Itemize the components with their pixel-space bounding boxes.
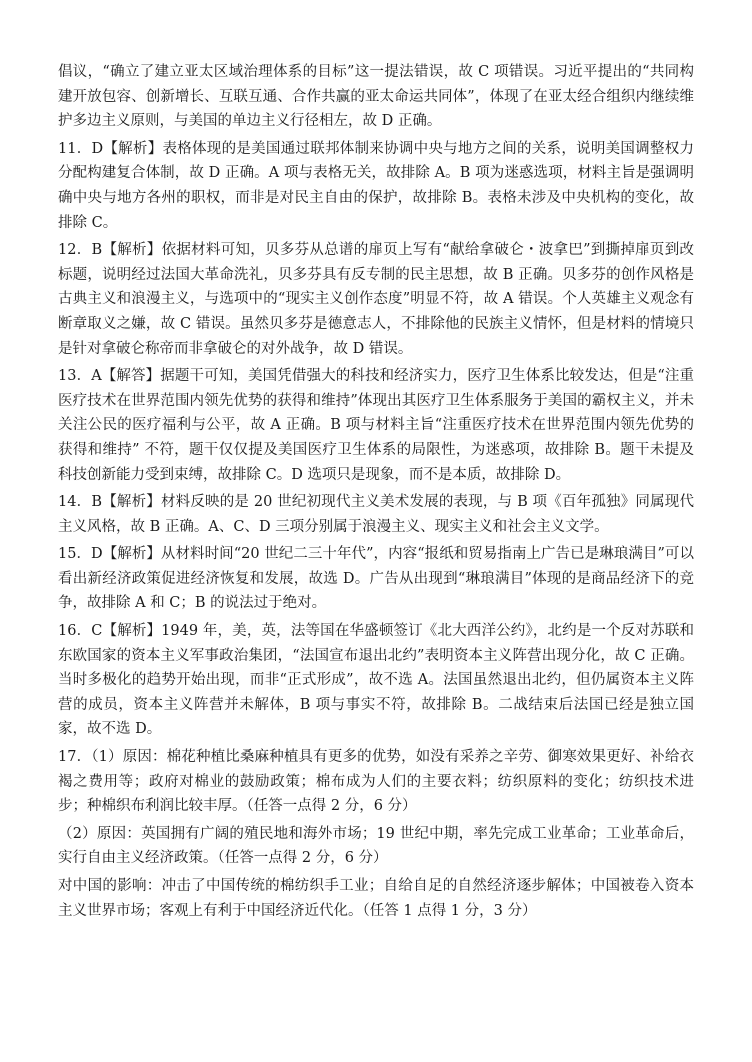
answer-13: 13．A【解答】据题干可知，美国凭借强大的科技和经济实力，医疗卫生体系比较发达，但是“注重医疗技术在世界范围内领先优势的获得和维持”体现出其医疗卫生体系服务于美国的霸权主义，并未关注公民的医疗福利与公平，故 A 正确。B 项与材料主旨“注重医疗技术在世界范围内领先优势的获得和维持” 不符，题干仅仅提及美国医疗卫生体系的局限性，为迷惑项，故排除 B。题干未提及科技创新能力受到束缚，故排除 C。D 选项只是现象，而不是本质，故排除 D。	[58, 368, 694, 483]
answer-16: 16．C【解析】1949 年，美，英，法等国在华盛顿签订《北大西洋公约》，北约是一个反对苏联和东欧国家的资本主义军事政治集团，“法国宣布退出北约”表明资本主义阵营出现分化，故 C 正确。当时多极化的趋势开始出现，而非“正式形成”，故不选 A。法国虽然退出北约，但仍属资本主义阵营的成员，资本主义阵营并未解体，B 项与事实不符，故排除 B。二战结束后法国已经是独立国家，故不选 D。	[58, 623, 694, 738]
answer-17-impact: 对中国的影响：冲击了中国传统的棉纺织手工业；自给自足的自然经济逐步解体；中国被卷入资本主义世界市场；客观上有利于中国经济近代化。（任答 1 点得 1 分，3 分）	[58, 878, 694, 919]
paragraph-10-continued: 倡议，“确立了建立亚太区域治理体系的目标”这一提法错误，故 C 项错误。习近平提出的“共同构建开放包容、创新增长、互联互通、合作共赢的亚太命运共同体”，体现了在亚太经合组织内继续维护多边主义原则，与美国的单边主义行径相左，故 D 正确。	[58, 64, 694, 130]
answer-14: 14．B【解析】材料反映的是 20 世纪初现代主义美术发展的表现，与 B 项《百年孤独》同属现代主义风格，故 B 正确。A、C、D 三项分别属于浪漫主义、现实主义和社会主义文学。	[58, 494, 694, 535]
answer-12: 12．B【解析】依据材料可知，贝多芬从总谱的扉页上写有“献给拿破仑・波拿巴”到撕掉扉页到改标题，说明经过法国大革命洗礼，贝多芬具有反专制的民主思想，故 B 正确。贝多芬的创作风格是古典主义和浪漫主义，与选项中的“现实主义创作态度”明显不符，故 A 错误。个人英雄主义观念有断章取义之嫌，故 C 错误。虽然贝多芬是德意志人，不排除他的民族主义情怀，但是材料的情境只是针对拿破仑称帝而非拿破仑的对外战争，故 D 错误。	[58, 242, 694, 357]
answer-17-part-2: （2）原因：英国拥有广阔的殖民地和海外市场；19 世纪中期，率先完成工业革命；工业革命后，实行自由主义经济政策。（任答一点得 2 分，6 分）	[58, 825, 694, 867]
document-page	[58, 60, 694, 926]
answer-17-part-1: 17．（1）原因：棉花种植比桑麻种植具有更多的优势，如没有采养之辛劳、御寒效果更好、补给衣褐之费用等；政府对棉业的鼓励政策；棉布成为人们的主要衣料；纺织原料的变化；纺织技术进步；种棉织布利润比较丰厚。（任答一点得 2 分，6 分）	[58, 749, 694, 815]
answer-11: 11．D【解析】表格体现的是美国通过联邦体制来协调中央与地方之间的关系，说明美国调整权力分配构建复合体制，故 D 正确。A 项与表格无关，故排除 A。B 项为迷惑选项，材料主旨是强调明确中央与地方各州的职权，而非是对民主自由的保护，故排除 B。表格未涉及中央机构的变化，故排除 C。	[58, 140, 694, 231]
answer-15: 15．D【解析】从材料时间“20 世纪二三十年代”，内容“报纸和贸易指南上广告已是琳琅满目”可以看出新经济政策促进经济恢复和发展，故选 D。广告从出现到“琳琅满目”体现的是商品经济下的竞争，故排除 A 和 C；B 的说法过于绝对。	[58, 546, 694, 612]
